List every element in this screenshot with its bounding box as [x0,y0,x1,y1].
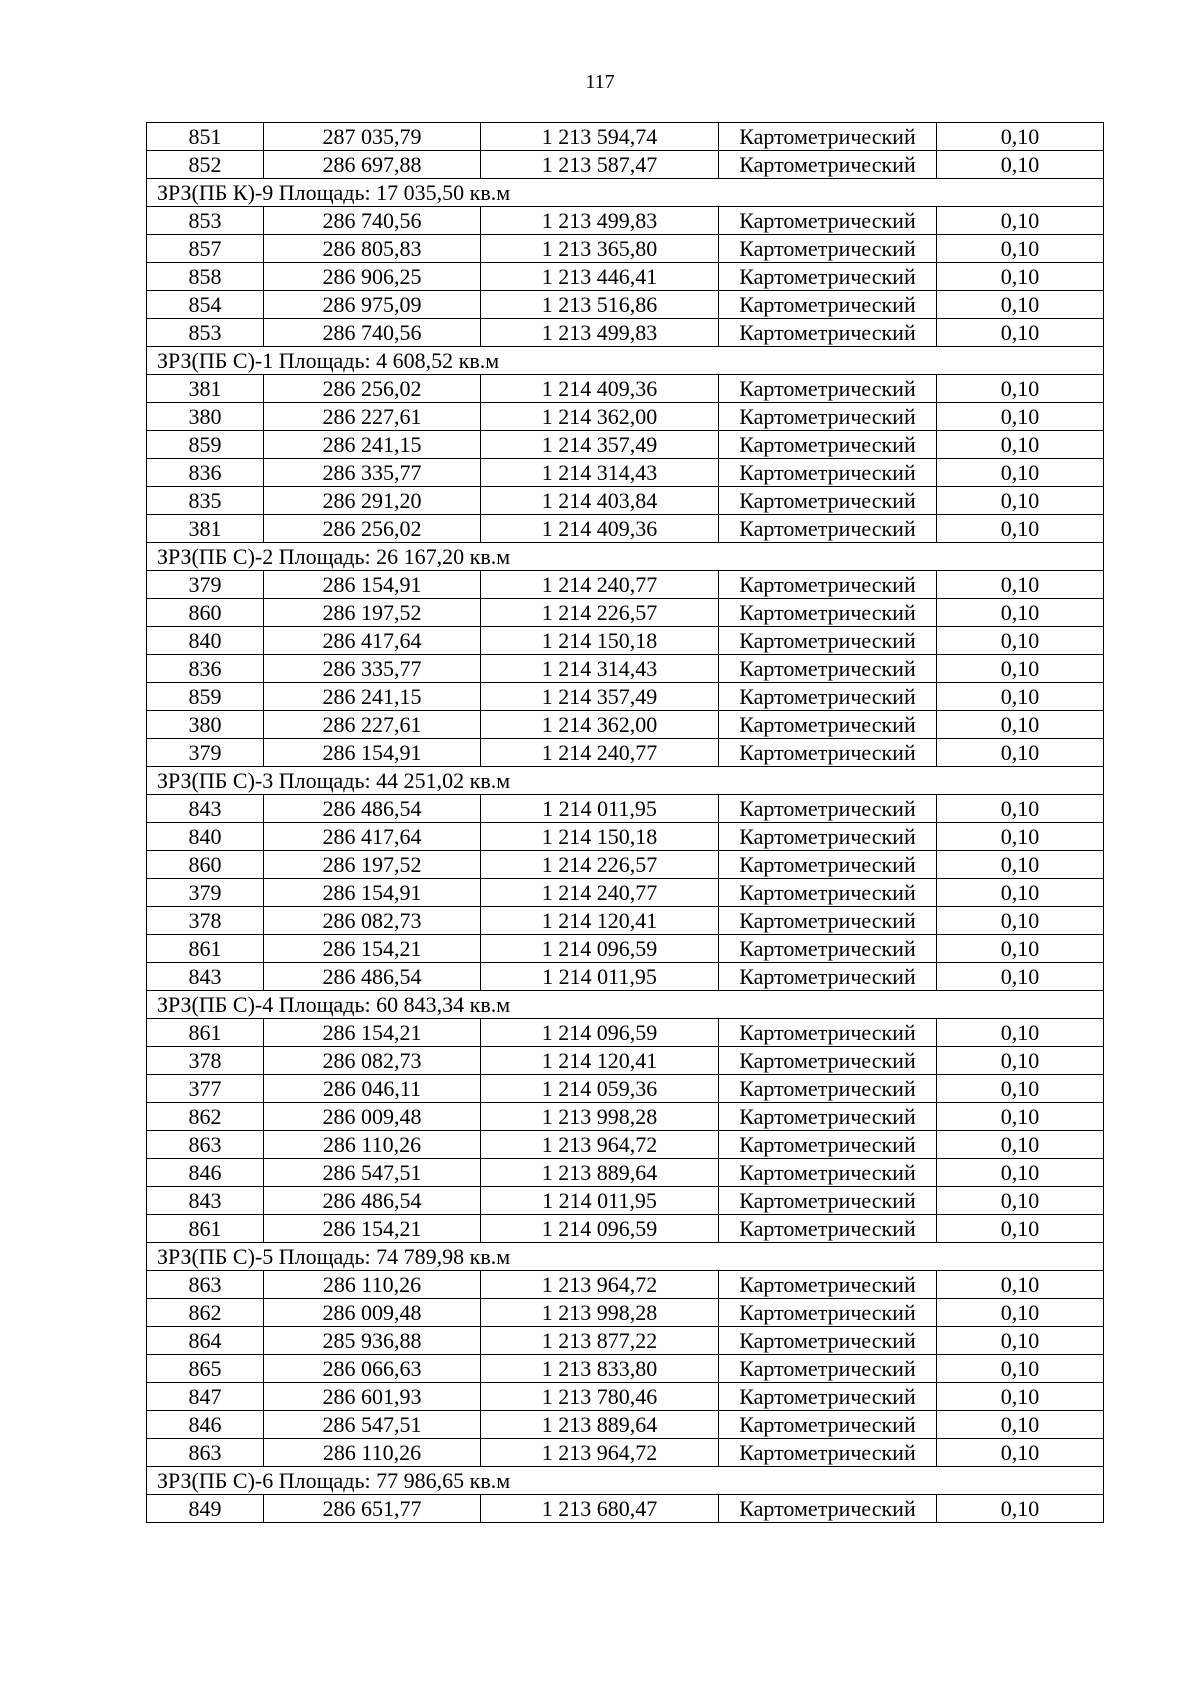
y-coordinate-cell: 1 213 499,83 [481,319,719,347]
accuracy-cell: 0,10 [937,879,1104,907]
method-cell: Картометрический [719,1215,937,1243]
method-cell: Картометрический [719,739,937,767]
y-coordinate-cell: 1 214 314,43 [481,459,719,487]
table-row [147,571,1104,599]
accuracy-cell: 0,10 [937,627,1104,655]
method-cell: Картометрический [719,1187,937,1215]
method-cell: Картометрический [719,263,937,291]
point-number-cell: 843 [147,963,264,991]
table-row [147,319,1104,347]
point-number-cell: 857 [147,235,264,263]
x-coordinate-cell: 286 256,02 [264,375,481,403]
method-cell: Картометрический [719,291,937,319]
section-title: ЗРЗ(ПБ С)-3 Площадь: 44 251,02 кв.м [147,767,1104,795]
x-coordinate-cell: 286 154,21 [264,1215,481,1243]
section-header-row [147,179,1104,207]
method-cell: Картометрический [719,207,937,235]
x-coordinate-cell: 286 110,26 [264,1439,481,1467]
x-coordinate-cell: 286 547,51 [264,1159,481,1187]
point-number-cell: 835 [147,487,264,515]
x-coordinate-cell: 286 256,02 [264,515,481,543]
table-row [147,123,1104,151]
table-row [147,375,1104,403]
point-number-cell: 861 [147,935,264,963]
x-coordinate-cell: 286 154,91 [264,571,481,599]
method-cell: Картометрический [719,375,937,403]
table-row [147,515,1104,543]
accuracy-cell: 0,10 [937,1327,1104,1355]
table-row [147,907,1104,935]
table-row [147,823,1104,851]
method-cell: Картометрический [719,627,937,655]
method-cell: Картометрический [719,851,937,879]
table-row [147,1495,1104,1523]
point-number-cell: 853 [147,319,264,347]
method-cell: Картометрический [719,487,937,515]
coordinates-table [146,122,1104,1523]
method-cell: Картометрический [719,1439,937,1467]
x-coordinate-cell: 286 335,77 [264,655,481,683]
accuracy-cell: 0,10 [937,1355,1104,1383]
x-coordinate-cell: 286 740,56 [264,207,481,235]
method-cell: Картометрический [719,1495,937,1523]
accuracy-cell: 0,10 [937,151,1104,179]
x-coordinate-cell: 286 046,11 [264,1075,481,1103]
point-number-cell: 858 [147,263,264,291]
method-cell: Картометрический [719,823,937,851]
x-coordinate-cell: 286 066,63 [264,1355,481,1383]
table-row [147,1439,1104,1467]
table-row [147,683,1104,711]
y-coordinate-cell: 1 213 499,83 [481,207,719,235]
section-title: ЗРЗ(ПБ С)-5 Площадь: 74 789,98 кв.м [147,1243,1104,1271]
point-number-cell: 840 [147,627,264,655]
point-number-cell: 861 [147,1019,264,1047]
x-coordinate-cell: 286 697,88 [264,151,481,179]
method-cell: Картометрический [719,123,937,151]
x-coordinate-cell: 286 154,91 [264,879,481,907]
accuracy-cell: 0,10 [937,1159,1104,1187]
point-number-cell: 378 [147,1047,264,1075]
point-number-cell: 380 [147,403,264,431]
x-coordinate-cell: 286 805,83 [264,235,481,263]
accuracy-cell: 0,10 [937,935,1104,963]
x-coordinate-cell: 286 417,64 [264,823,481,851]
accuracy-cell: 0,10 [937,739,1104,767]
x-coordinate-cell: 286 241,15 [264,431,481,459]
method-cell: Картометрический [719,1271,937,1299]
accuracy-cell: 0,10 [937,823,1104,851]
accuracy-cell: 0,10 [937,571,1104,599]
method-cell: Картометрический [719,655,937,683]
point-number-cell: 859 [147,683,264,711]
y-coordinate-cell: 1 214 409,36 [481,375,719,403]
point-number-cell: 865 [147,1355,264,1383]
point-number-cell: 377 [147,1075,264,1103]
x-coordinate-cell: 286 651,77 [264,1495,481,1523]
table-row [147,711,1104,739]
x-coordinate-cell: 286 227,61 [264,711,481,739]
y-coordinate-cell: 1 213 964,72 [481,1131,719,1159]
x-coordinate-cell: 286 601,93 [264,1383,481,1411]
accuracy-cell: 0,10 [937,851,1104,879]
method-cell: Картометрический [719,683,937,711]
accuracy-cell: 0,10 [937,263,1104,291]
point-number-cell: 860 [147,599,264,627]
y-coordinate-cell: 1 214 120,41 [481,907,719,935]
x-coordinate-cell: 286 906,25 [264,263,481,291]
accuracy-cell: 0,10 [937,403,1104,431]
accuracy-cell: 0,10 [937,1439,1104,1467]
point-number-cell: 843 [147,1187,264,1215]
y-coordinate-cell: 1 214 011,95 [481,963,719,991]
table-row [147,935,1104,963]
method-cell: Картометрический [719,1355,937,1383]
point-number-cell: 380 [147,711,264,739]
y-coordinate-cell: 1 214 357,49 [481,431,719,459]
point-number-cell: 854 [147,291,264,319]
table-row [147,1327,1104,1355]
table-row [147,1215,1104,1243]
table-row [147,487,1104,515]
coordinates-table-body [147,123,1104,1523]
accuracy-cell: 0,10 [937,1495,1104,1523]
point-number-cell: 836 [147,655,264,683]
accuracy-cell: 0,10 [937,795,1104,823]
accuracy-cell: 0,10 [937,1215,1104,1243]
y-coordinate-cell: 1 213 889,64 [481,1159,719,1187]
table-row [147,1131,1104,1159]
accuracy-cell: 0,10 [937,487,1104,515]
y-coordinate-cell: 1 214 150,18 [481,627,719,655]
point-number-cell: 863 [147,1131,264,1159]
method-cell: Картометрический [719,1047,937,1075]
y-coordinate-cell: 1 214 011,95 [481,1187,719,1215]
accuracy-cell: 0,10 [937,123,1104,151]
table-row [147,599,1104,627]
y-coordinate-cell: 1 214 362,00 [481,711,719,739]
x-coordinate-cell: 287 035,79 [264,123,481,151]
accuracy-cell: 0,10 [937,1019,1104,1047]
method-cell: Картометрический [719,1131,937,1159]
point-number-cell: 379 [147,879,264,907]
table-row [147,879,1104,907]
table-row [147,1355,1104,1383]
y-coordinate-cell: 1 213 365,80 [481,235,719,263]
table-row [147,151,1104,179]
method-cell: Картометрический [719,1159,937,1187]
y-coordinate-cell: 1 213 964,72 [481,1271,719,1299]
accuracy-cell: 0,10 [937,1383,1104,1411]
point-number-cell: 847 [147,1383,264,1411]
method-cell: Картометрический [719,1383,937,1411]
point-number-cell: 840 [147,823,264,851]
point-number-cell: 849 [147,1495,264,1523]
y-coordinate-cell: 1 213 680,47 [481,1495,719,1523]
accuracy-cell: 0,10 [937,375,1104,403]
point-number-cell: 863 [147,1439,264,1467]
method-cell: Картометрический [719,431,937,459]
table-row [147,1159,1104,1187]
table-row [147,1047,1104,1075]
method-cell: Картометрический [719,1075,937,1103]
y-coordinate-cell: 1 214 096,59 [481,1215,719,1243]
x-coordinate-cell: 286 241,15 [264,683,481,711]
table-row [147,627,1104,655]
x-coordinate-cell: 286 227,61 [264,403,481,431]
page-number: 117 [585,71,615,93]
y-coordinate-cell: 1 214 096,59 [481,1019,719,1047]
point-number-cell: 846 [147,1411,264,1439]
method-cell: Картометрический [719,795,937,823]
method-cell: Картометрический [719,403,937,431]
accuracy-cell: 0,10 [937,459,1104,487]
y-coordinate-cell: 1 214 357,49 [481,683,719,711]
table-row [147,403,1104,431]
table-row [147,235,1104,263]
y-coordinate-cell: 1 213 998,28 [481,1103,719,1131]
table-row [147,1075,1104,1103]
y-coordinate-cell: 1 213 889,64 [481,1411,719,1439]
x-coordinate-cell: 286 335,77 [264,459,481,487]
y-coordinate-cell: 1 214 150,18 [481,823,719,851]
accuracy-cell: 0,10 [937,291,1104,319]
point-number-cell: 843 [147,795,264,823]
section-header-row [147,1243,1104,1271]
y-coordinate-cell: 1 214 059,36 [481,1075,719,1103]
x-coordinate-cell: 286 291,20 [264,487,481,515]
x-coordinate-cell: 286 154,91 [264,739,481,767]
method-cell: Картометрический [719,1411,937,1439]
section-title: ЗРЗ(ПБ С)-2 Площадь: 26 167,20 кв.м [147,543,1104,571]
point-number-cell: 851 [147,123,264,151]
point-number-cell: 852 [147,151,264,179]
table-row [147,795,1104,823]
section-title: ЗРЗ(ПБ С)-1 Площадь: 4 608,52 кв.м [147,347,1104,375]
point-number-cell: 379 [147,571,264,599]
accuracy-cell: 0,10 [937,1103,1104,1131]
table-row [147,291,1104,319]
point-number-cell: 864 [147,1327,264,1355]
table-row [147,207,1104,235]
point-number-cell: 381 [147,515,264,543]
accuracy-cell: 0,10 [937,1075,1104,1103]
x-coordinate-cell: 286 110,26 [264,1131,481,1159]
y-coordinate-cell: 1 214 226,57 [481,851,719,879]
table-row [147,851,1104,879]
point-number-cell: 378 [147,907,264,935]
table-row [147,431,1104,459]
table-row [147,1299,1104,1327]
point-number-cell: 862 [147,1299,264,1327]
y-coordinate-cell: 1 214 240,77 [481,879,719,907]
accuracy-cell: 0,10 [937,683,1104,711]
x-coordinate-cell: 286 417,64 [264,627,481,655]
accuracy-cell: 0,10 [937,907,1104,935]
point-number-cell: 379 [147,739,264,767]
method-cell: Картометрический [719,907,937,935]
y-coordinate-cell: 1 214 314,43 [481,655,719,683]
x-coordinate-cell: 286 740,56 [264,319,481,347]
accuracy-cell: 0,10 [937,1047,1104,1075]
point-number-cell: 853 [147,207,264,235]
section-header-row [147,347,1104,375]
accuracy-cell: 0,10 [937,711,1104,739]
method-cell: Картометрический [719,235,937,263]
table-row [147,1271,1104,1299]
table-row [147,655,1104,683]
method-cell: Картометрический [719,571,937,599]
y-coordinate-cell: 1 213 594,74 [481,123,719,151]
accuracy-cell: 0,10 [937,1131,1104,1159]
point-number-cell: 846 [147,1159,264,1187]
method-cell: Картометрический [719,711,937,739]
y-coordinate-cell: 1 213 587,47 [481,151,719,179]
method-cell: Картометрический [719,515,937,543]
method-cell: Картометрический [719,879,937,907]
table-row [147,1411,1104,1439]
method-cell: Картометрический [719,1019,937,1047]
accuracy-cell: 0,10 [937,1187,1104,1215]
y-coordinate-cell: 1 214 403,84 [481,487,719,515]
point-number-cell: 861 [147,1215,264,1243]
x-coordinate-cell: 286 009,48 [264,1299,481,1327]
method-cell: Картометрический [719,459,937,487]
section-header-row [147,991,1104,1019]
section-title: ЗРЗ(ПБ С)-6 Площадь: 77 986,65 кв.м [147,1467,1104,1495]
method-cell: Картометрический [719,599,937,627]
x-coordinate-cell: 286 082,73 [264,907,481,935]
y-coordinate-cell: 1 213 964,72 [481,1439,719,1467]
section-title: ЗРЗ(ПБ К)-9 Площадь: 17 035,50 кв.м [147,179,1104,207]
x-coordinate-cell: 286 547,51 [264,1411,481,1439]
method-cell: Картометрический [719,1299,937,1327]
accuracy-cell: 0,10 [937,1271,1104,1299]
accuracy-cell: 0,10 [937,655,1104,683]
x-coordinate-cell: 286 975,09 [264,291,481,319]
x-coordinate-cell: 285 936,88 [264,1327,481,1355]
y-coordinate-cell: 1 214 240,77 [481,571,719,599]
point-number-cell: 381 [147,375,264,403]
method-cell: Картометрический [719,963,937,991]
point-number-cell: 860 [147,851,264,879]
point-number-cell: 836 [147,459,264,487]
table-row [147,1187,1104,1215]
y-coordinate-cell: 1 214 409,36 [481,515,719,543]
y-coordinate-cell: 1 214 226,57 [481,599,719,627]
y-coordinate-cell: 1 213 998,28 [481,1299,719,1327]
section-title: ЗРЗ(ПБ С)-4 Площадь: 60 843,34 кв.м [147,991,1104,1019]
table-row [147,1019,1104,1047]
method-cell: Картометрический [719,1103,937,1131]
y-coordinate-cell: 1 214 362,00 [481,403,719,431]
method-cell: Картометрический [719,319,937,347]
y-coordinate-cell: 1 214 240,77 [481,739,719,767]
x-coordinate-cell: 286 110,26 [264,1271,481,1299]
point-number-cell: 862 [147,1103,264,1131]
x-coordinate-cell: 286 009,48 [264,1103,481,1131]
accuracy-cell: 0,10 [937,1299,1104,1327]
x-coordinate-cell: 286 154,21 [264,1019,481,1047]
accuracy-cell: 0,10 [937,235,1104,263]
y-coordinate-cell: 1 213 780,46 [481,1383,719,1411]
method-cell: Картометрический [719,151,937,179]
method-cell: Картометрический [719,935,937,963]
y-coordinate-cell: 1 214 120,41 [481,1047,719,1075]
section-header-row [147,543,1104,571]
accuracy-cell: 0,10 [937,207,1104,235]
y-coordinate-cell: 1 213 446,41 [481,263,719,291]
accuracy-cell: 0,10 [937,963,1104,991]
table-row [147,963,1104,991]
section-header-row [147,767,1104,795]
x-coordinate-cell: 286 486,54 [264,963,481,991]
table-row [147,263,1104,291]
x-coordinate-cell: 286 082,73 [264,1047,481,1075]
table-row [147,1103,1104,1131]
x-coordinate-cell: 286 154,21 [264,935,481,963]
table-row [147,459,1104,487]
y-coordinate-cell: 1 214 096,59 [481,935,719,963]
y-coordinate-cell: 1 213 877,22 [481,1327,719,1355]
x-coordinate-cell: 286 486,54 [264,1187,481,1215]
method-cell: Картометрический [719,1327,937,1355]
y-coordinate-cell: 1 214 011,95 [481,795,719,823]
accuracy-cell: 0,10 [937,319,1104,347]
y-coordinate-cell: 1 213 833,80 [481,1355,719,1383]
accuracy-cell: 0,10 [937,431,1104,459]
table-row [147,1383,1104,1411]
table-row [147,739,1104,767]
y-coordinate-cell: 1 213 516,86 [481,291,719,319]
x-coordinate-cell: 286 197,52 [264,599,481,627]
x-coordinate-cell: 286 486,54 [264,795,481,823]
point-number-cell: 859 [147,431,264,459]
point-number-cell: 863 [147,1271,264,1299]
accuracy-cell: 0,10 [937,1411,1104,1439]
accuracy-cell: 0,10 [937,515,1104,543]
accuracy-cell: 0,10 [937,599,1104,627]
x-coordinate-cell: 286 197,52 [264,851,481,879]
section-header-row [147,1467,1104,1495]
